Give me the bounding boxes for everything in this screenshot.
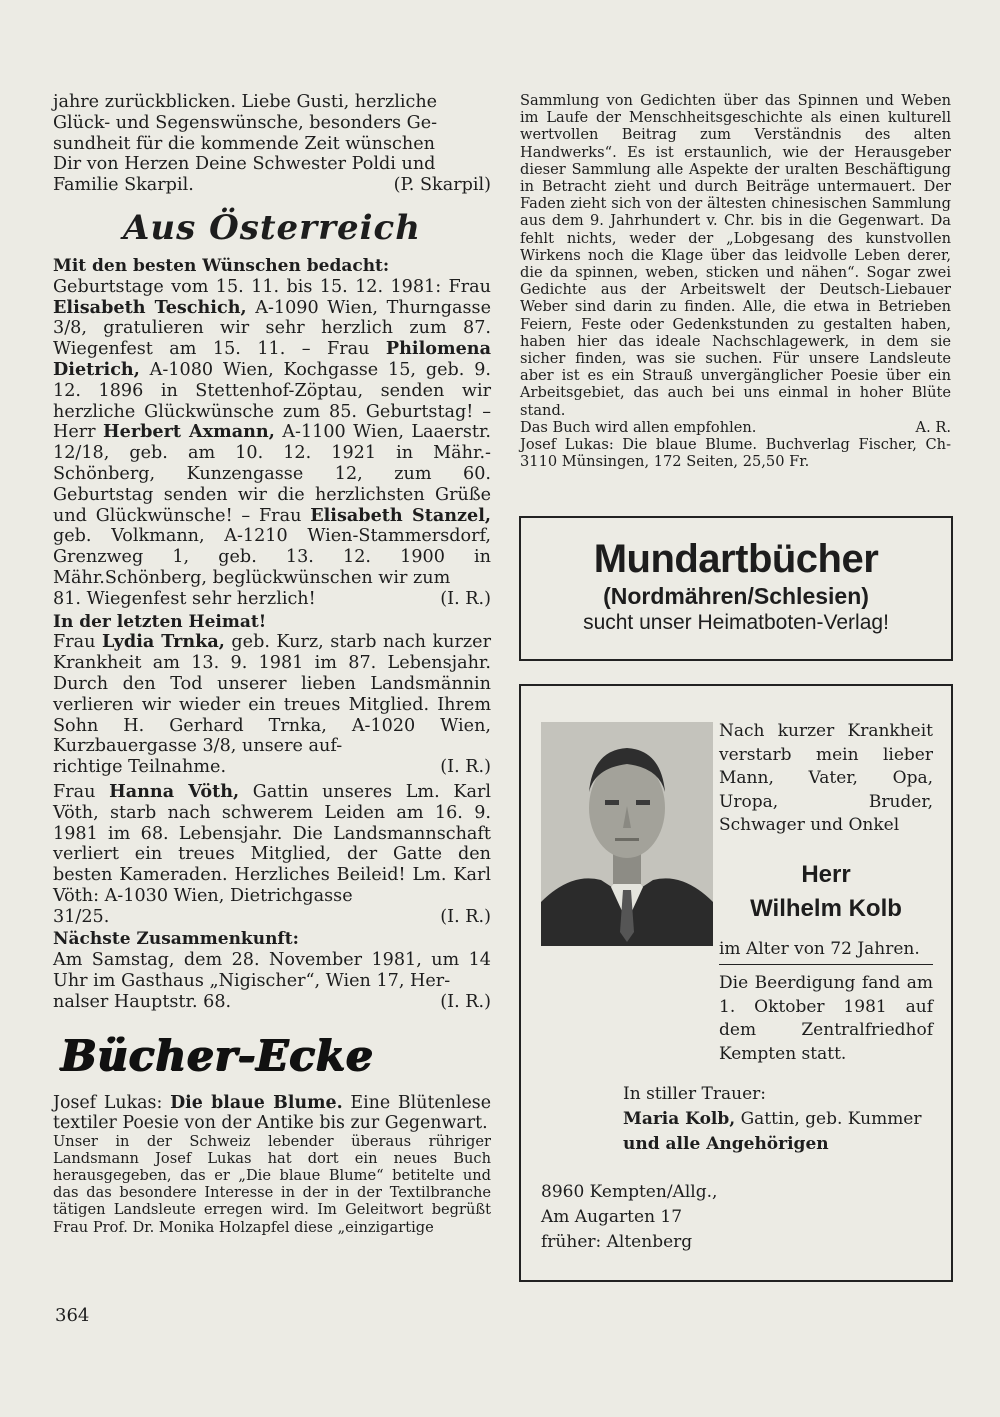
book-title: Die blaue Blume. <box>170 1092 343 1113</box>
obituary-age: im Alter von 72 Jahren. <box>719 939 920 959</box>
intro-paragraph <box>53 92 491 175</box>
signature: (I. R.) <box>440 757 491 778</box>
book-review-continued: Sammlung von Gedichten über das Spinnen und Weben im Laufe der Menschheitsgeschichte als einen kulturell wertvollen Beitrag zum Verständnis des alten Handwerks“. Es ist erstaunlich, wie der Herausgeber dieser Sammlung alle Aspekte der uralten Beschäftigung in Betracht zieht und durch Beiträge untermauert. Der Faden zieht sich von der ältesten chinesischen Sammlung aus dem 9. Jahrhundert v. Chr. bis in die Gegenwart. Da fehlt nichts, weder der „Lobgesang des kunstvollen Wirkens noch die Klage über das leidvolle Leben derer, die da spinnen, weben, sticken und nähen“. Sogar zwei Gedichte aus der Arbeitswelt der Deutsch-Liebauer Weber sind darin zu finden. Alle, die etwa in Betrieben Feiern, Feste oder Gedenkstunden zu gestalten haben, haben hier das ideale Nachschlagewerk, in dem sie sicher finden, was sie suchen. Für unsere Landsleute aber ist es ein Strauß unvergänglicher Poesie über ein Arbeitsgebiet, das auch bei uns einmal in hoher Blüte stand. <box>520 92 951 419</box>
text-run: Frau <box>53 781 110 802</box>
death-notice-voeth <box>53 782 491 907</box>
book-intro <box>53 1093 491 1133</box>
text-run: geb. Kurz, starb nach kurzer Krankheit am 13. 9. 1981 im 87. Lebensjahr. Durch den Tod unserer lieben Landsmännin verlieren wir wieder ein treues Mitglied. Ihrem Sohn H. Gerhard Trnka, A-1020 Wien, Kurzbauergasse 3/8, unsere auf- <box>53 632 491 757</box>
text-line: Glück- und Segenswünsche, besonders Ge- <box>53 112 438 133</box>
signature: (P. Skarpil) <box>393 175 491 196</box>
book-author: Josef Lukas: <box>53 1092 171 1113</box>
advertisement-box <box>519 516 953 661</box>
page-number: 364 <box>55 1305 90 1326</box>
obituary-intro: Nach kurzer Krankheit verstarb mein lieber Mann, Vater, Opa, Uropa, Bruder, Schwager und Onkel <box>719 721 933 835</box>
signature: (I. R.) <box>440 991 491 1012</box>
widow-name: Maria Kolb, <box>623 1109 736 1129</box>
ad-title: Mundartbücher <box>593 537 879 581</box>
text-line: 31/25. <box>53 906 110 927</box>
widow-details: Gattin, geb. Kummer <box>735 1109 922 1129</box>
obituary-funeral: Die Beerdigung fand am 1. Oktober 1981 auf dem Zentralfriedhof Kempten statt. <box>719 973 933 1064</box>
text-run: Frau <box>53 632 102 653</box>
divider <box>719 964 933 965</box>
person-name: Elisabeth Teschich, <box>53 296 247 318</box>
meeting-signature-line <box>53 992 491 1013</box>
text-run: A-1090 Wien, Thurngasse 3/8, gratulieren wir sehr herzlich zum 87. Wiegenfest am 15. 11. – Frau <box>53 297 491 360</box>
text-line: 81. Wiegenfest sehr herzlich! <box>53 588 316 609</box>
address-line: früher: Altenberg <box>541 1232 693 1252</box>
text-run: Gattin unseres Lm. Karl Vöth, starb nach schwerem Leiden am 16. 9. 1981 im 68. Lebensjahr. Die Landsmannschaft verliert ein treues Mitglied, der Gatte den besten Kameraden. Herzliches Beileid! Lm. Karl Vöth: A-1030 Wien, Dietrichgasse <box>53 781 491 906</box>
text-line: Familie Skarpil. <box>53 175 194 196</box>
person-name: Lydia Trnka, <box>101 631 225 653</box>
deceased-name-block <box>719 858 933 926</box>
signature: (I. R.) <box>440 906 491 927</box>
relatives-line: und alle Angehörigen <box>623 1134 829 1154</box>
right-column <box>520 92 951 470</box>
text-line: Dir von Herzen Deine Schwester Poldi und <box>53 154 436 175</box>
subheading-next-meeting: Nächste Zusammenkunft: <box>53 929 299 950</box>
deceased-title: Herr <box>801 861 851 888</box>
signature: (I. R.) <box>440 588 491 609</box>
death-notice-trnka <box>53 632 491 757</box>
person-name: Elisabeth Stanzel, <box>310 504 492 526</box>
obituary-box <box>519 684 953 1282</box>
birthdays-paragraph <box>53 277 491 589</box>
address-line: Am Augarten 17 <box>541 1207 683 1227</box>
ad-subtitle: (Nordmähren/Schlesien) <box>603 583 869 609</box>
text-line: Das Buch wird allen empfohlen. <box>520 418 757 436</box>
birthdays-signature-line <box>53 589 491 610</box>
death1-signature-line <box>53 757 491 778</box>
text-run: geb. Volkmann, A-1210 Wien-Stammersdorf, Grenzweg 1, geb. 13. 12. 1900 in Mähr.Schönberg, beglückwünschen wir zum <box>53 526 491 588</box>
book-review-start: Unser in der Schweiz lebender überaus rühriger Landsmann Josef Lukas hat dort ein neues Buch herausgegeben, das er „Die blaue Blume“ betitelte und das das besondere Interesse in der in der Textilbranche tätigen Landsleute erregen wird. Im Geleitwort begrüßt Frau Prof. Dr. Monika Holzapfel diese „einzigartige <box>53 1132 491 1236</box>
text-run: A-1100 Wien, Laaerstr. 12/18, geb. am 10. 12. 1921 in Mähr.-Schönberg, Kunzengasse 12, zum 60. Geburtstag senden wir die herzlichsten Grüße und Glückwünsche! – Frau <box>53 422 492 526</box>
signature: A. R. <box>915 418 951 436</box>
widow-line <box>623 1107 943 1132</box>
section-heading-oesterreich: Aus Österreich <box>123 207 421 248</box>
book-description: Eine Blütenlese textiler Poesie von der Antike bis zur Gegenwart. <box>53 1092 491 1133</box>
text-run: A-1080 Wien, Kochgasse 15, geb. 9. 12. 1896 in Stettenhof-Zöptau, senden wir herzliche Glückwünsche zum 85. Geburtstag! – Herr <box>53 359 491 443</box>
mourner-address <box>541 1180 841 1255</box>
death2-signature-line <box>53 907 491 928</box>
section-heading-buecher-ecke: Bücher-Ecke <box>61 1030 374 1080</box>
text-run: Geburtstage vom 15. 11. bis 15. 12. 1981: Frau <box>53 276 491 297</box>
subheading-birthdays: Mit den besten Wünschen bedacht: <box>53 255 390 276</box>
meeting-paragraph: Am Samstag, dem 28. November 1981, um 14 Uhr im Gasthaus „Nigischer“, Wien 17, Her- <box>53 950 491 992</box>
ad-line: sucht unser Heimatboten-Verlag! <box>583 611 889 634</box>
left-column <box>53 92 491 1236</box>
intro-signature-line <box>53 175 491 196</box>
text-line: richtige Teilnahme. <box>53 757 227 778</box>
person-name: Herbert Axmann, <box>103 421 275 443</box>
person-name: Philomena Dietrich, <box>53 338 491 380</box>
book-publication-info: Josef Lukas: Die blaue Blume. Buchverlag Fischer, Ch-3110 Münsingen, 172 Seiten, 25,50 Fr. <box>520 436 951 471</box>
mourners-block <box>623 1082 943 1157</box>
mourning-label: In stiller Trauer: <box>623 1084 766 1104</box>
portrait-image <box>541 722 713 946</box>
text-line: nalser Hauptstr. 68. <box>53 991 232 1012</box>
text-line: jahre zurückblicken. Liebe Gusti, herzliche <box>53 92 438 112</box>
deceased-name: Wilhelm Kolb <box>750 895 902 922</box>
subheading-last-home: In der letzten Heimat! <box>53 611 267 632</box>
review-signature-line <box>520 419 951 436</box>
portrait-photo <box>541 722 713 946</box>
address-line: 8960 Kempten/Allg., <box>541 1182 718 1202</box>
person-name: Hanna Vöth, <box>109 780 240 802</box>
text-line: sundheit für die kommende Zeit wünschen <box>53 133 435 154</box>
